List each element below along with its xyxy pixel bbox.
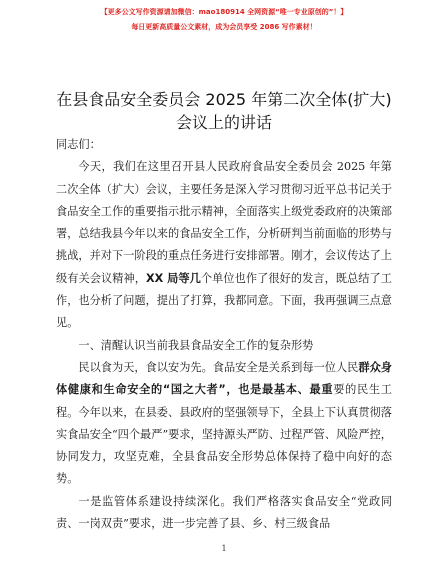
section-heading-1: 一、清醒认识当前我县食品安全工作的复杂形势 — [78, 338, 314, 352]
paragraph-intro — [56, 156, 392, 334]
title-line-2: 会议上的讲话 — [175, 113, 272, 132]
paragraph-intro-bold: XX 局等几 — [145, 271, 201, 285]
paragraph-situation-start: 民以食为天，食以安为先。食品安全是关系到每一位人民 — [78, 360, 359, 374]
paragraph-supervision: 一是监管体系建设持续深化。我们严格落实食品安全“党政同责、一岗双责”要求，进一步完善了县、乡、村三级食品 — [56, 494, 392, 531]
document-title — [30, 88, 418, 134]
paragraph-situation-tail: 要的民生工程。今年以来，在县委、县政府的坚强领导下，全县上下认真贯彻落实食品安全“四个最严”要求，坚持源头严防、过程严管、风险严控，协同发力，攻坚克难，全县食品安全形势总体保持了稳中向好的态势。 — [56, 383, 392, 486]
paragraph-situation-bold: 群众身体健康和生命安全的“国之大者”，也是最基本、最重 — [56, 360, 392, 397]
paragraph-intro-text: 今天，我们在这里召开县人民政府食品安全委员会 2025 年第二次全体（扩大）会议，主要任务是深入学习贯彻习近平总书记关于食品安全工作的重要指示批示精神，全面落实上级党委政府的决策部署，总结我县今年以来的食品安全工作，分析研判当前面临的形势与挑战，并对下一阶段的重点任务进行安排部署。刚才，会议传达了上级有关会议精神， — [56, 160, 392, 285]
paragraph-situation — [56, 357, 392, 491]
greeting: 同志们： — [56, 138, 101, 151]
header-banner — [0, 6, 448, 34]
document-body — [56, 134, 392, 535]
page-number: 1 — [221, 544, 227, 553]
banner-line-2: 每日更新高质量公文素材，成为会员享受 2086 写作素材！ — [131, 23, 317, 31]
title-line-1: 在县食品安全委员会 2025 年第二次全体(扩大) — [56, 90, 392, 109]
banner-line-1: 【更多公文写作资源请加微信：mao180914 全网资源“唯一专业原创的”！】 — [100, 8, 348, 16]
paragraph-intro-tail: 个单位也作了很好的发言，既总结了工作，也分析了问题，提出了打算，我都同意。下面，我再强调三点意见。 — [56, 271, 392, 330]
